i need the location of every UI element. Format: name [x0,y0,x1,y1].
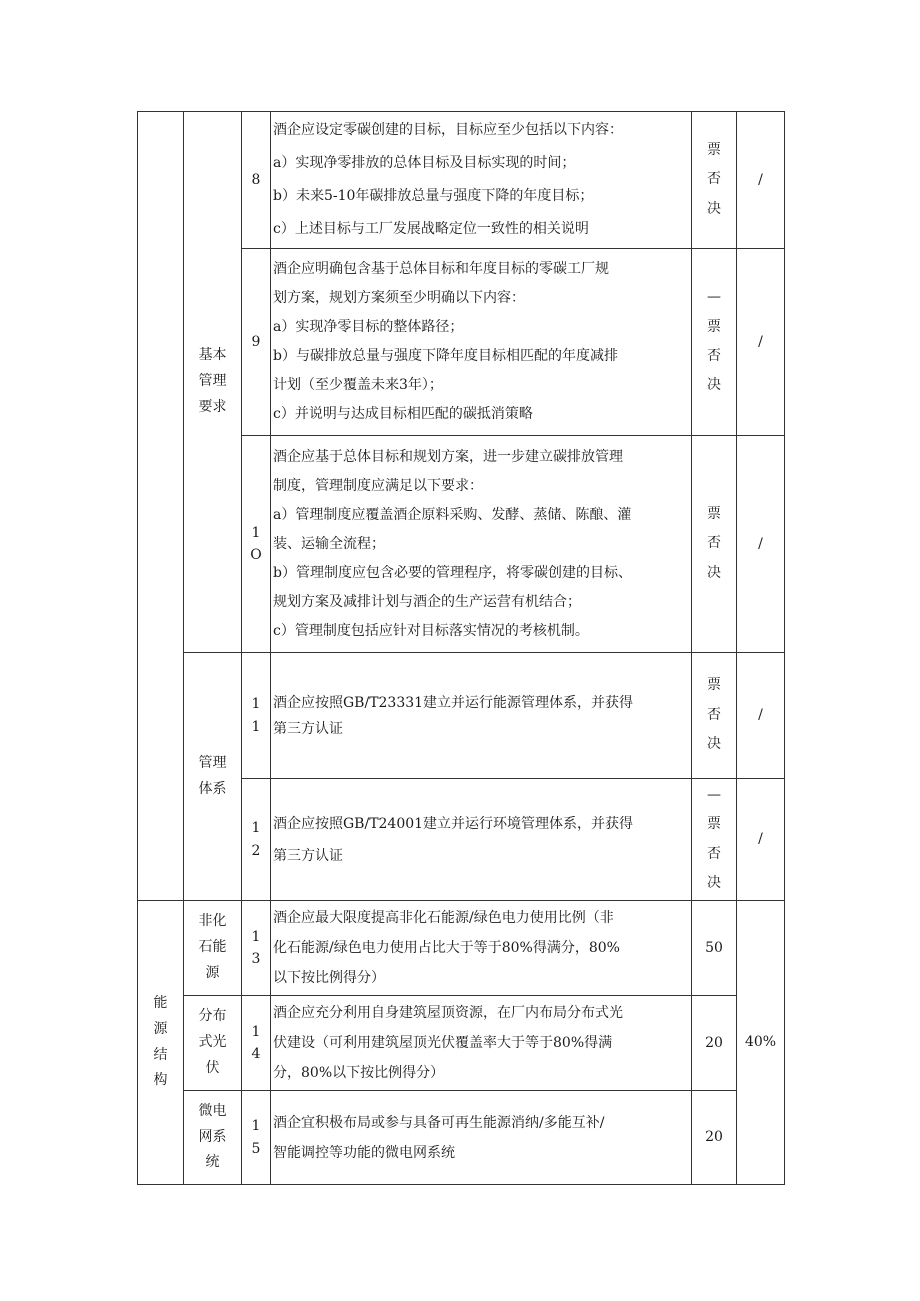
item-number: 9 [242,249,271,436]
requirement-text: 酒企宜积极布局或参与具备可再生能源消纳/多能互补/ 智能调控等功能的微电网系统 [271,1091,692,1185]
score-cell: 20 [692,1091,737,1185]
evaluation-table [137,111,785,1185]
subcategory-microgrid: 微电 网系 统 [184,1091,242,1185]
item-number: 1 3 [242,901,271,996]
subcategory-nonfossil: 非化 石能 源 [184,901,242,996]
item-number: 1 1 [242,653,271,779]
requirement-text: 酒企应最大限度提高非化石能源/绿色电力使用比例（非 化石能源/绿色电力使用占比大于等于80%得满分，80% 以下按比例得分） [271,901,692,996]
score-cell: 票 否 决 [692,112,737,249]
weight-cell: / [737,249,785,436]
score-cell: 50 [692,901,737,996]
table-row [138,1091,785,1185]
requirement-text: 酒企应按照GB/T24001建立并运行环境管理体系，并获得 第三方认证 [271,779,692,901]
score-cell: — 票 否 决 [692,779,737,901]
category-cell-empty [138,112,184,901]
score-cell: 票 否 决 [692,653,737,779]
weight-cell: / [737,112,785,249]
table-row [138,653,785,779]
requirement-text: 酒企应按照GB/T23331建立并运行能源管理体系，并获得 第三方认证 [271,653,692,779]
weight-cell: / [737,653,785,779]
energy-weight-cell: 40% [737,901,785,1185]
category-energy-structure: 能 源 结 构 [138,901,184,1185]
score-cell: — 票 否 决 [692,249,737,436]
subcategory-basic: 基本 管理 要求 [184,112,242,653]
score-cell: 票 否 决 [692,436,737,653]
table-row [138,996,785,1091]
subcategory-system: 管理 体系 [184,653,242,901]
item-number: 1 5 [242,1091,271,1185]
requirement-text: 酒企应充分利用自身建筑屋顶资源，在厂内布局分布式光 伏建设（可利用建筑屋顶光伏覆盖率大于等于80%得满 分，80%以下按比例得分） [271,996,692,1091]
weight-cell: / [737,779,785,901]
requirement-text: 酒企应明确包含基于总体目标和年度目标的零碳工厂规 划方案，规划方案须至少明确以下内容： a）实现净零目标的整体路径； b）与碳排放总量与强度下降年度目标相匹配的年度减排 计划（至少覆盖未来3年）； c）并说明与达成目标相匹配的碳抵消策略 [271,249,692,436]
item-number: 1 4 [242,996,271,1091]
table-row [138,112,785,249]
weight-cell: / [737,436,785,653]
item-number: 1 2 [242,779,271,901]
subcategory-pv: 分布 式光 伏 [184,996,242,1091]
score-cell: 20 [692,996,737,1091]
item-number: 1 O [242,436,271,653]
item-number: 8 [242,112,271,249]
requirement-text: 酒企应设定零碳创建的目标，目标应至少包括以下内容： a）实现净零排放的总体目标及目标实现的时间； b）未来5-10年碳排放总量与强度下降的年度目标； c）上述目标与工厂发展战略定位一致性的相关说明 [271,112,692,249]
requirement-text: 酒企应基于总体目标和规划方案，进一步建立碳排放管理 制度，管理制度应满足以下要求： a）管理制度应覆盖酒企原料采购、发酵、蒸储、陈酿、灌 装、运输全流程； b）管理制度应包含必要的管理程序，将零碳创建的目标、 规划方案及减排计划与酒企的生产运营有机结合； c）管理制度包括应针对目标落实情况的考核机制。 [271,436,692,653]
table-row [138,901,785,996]
